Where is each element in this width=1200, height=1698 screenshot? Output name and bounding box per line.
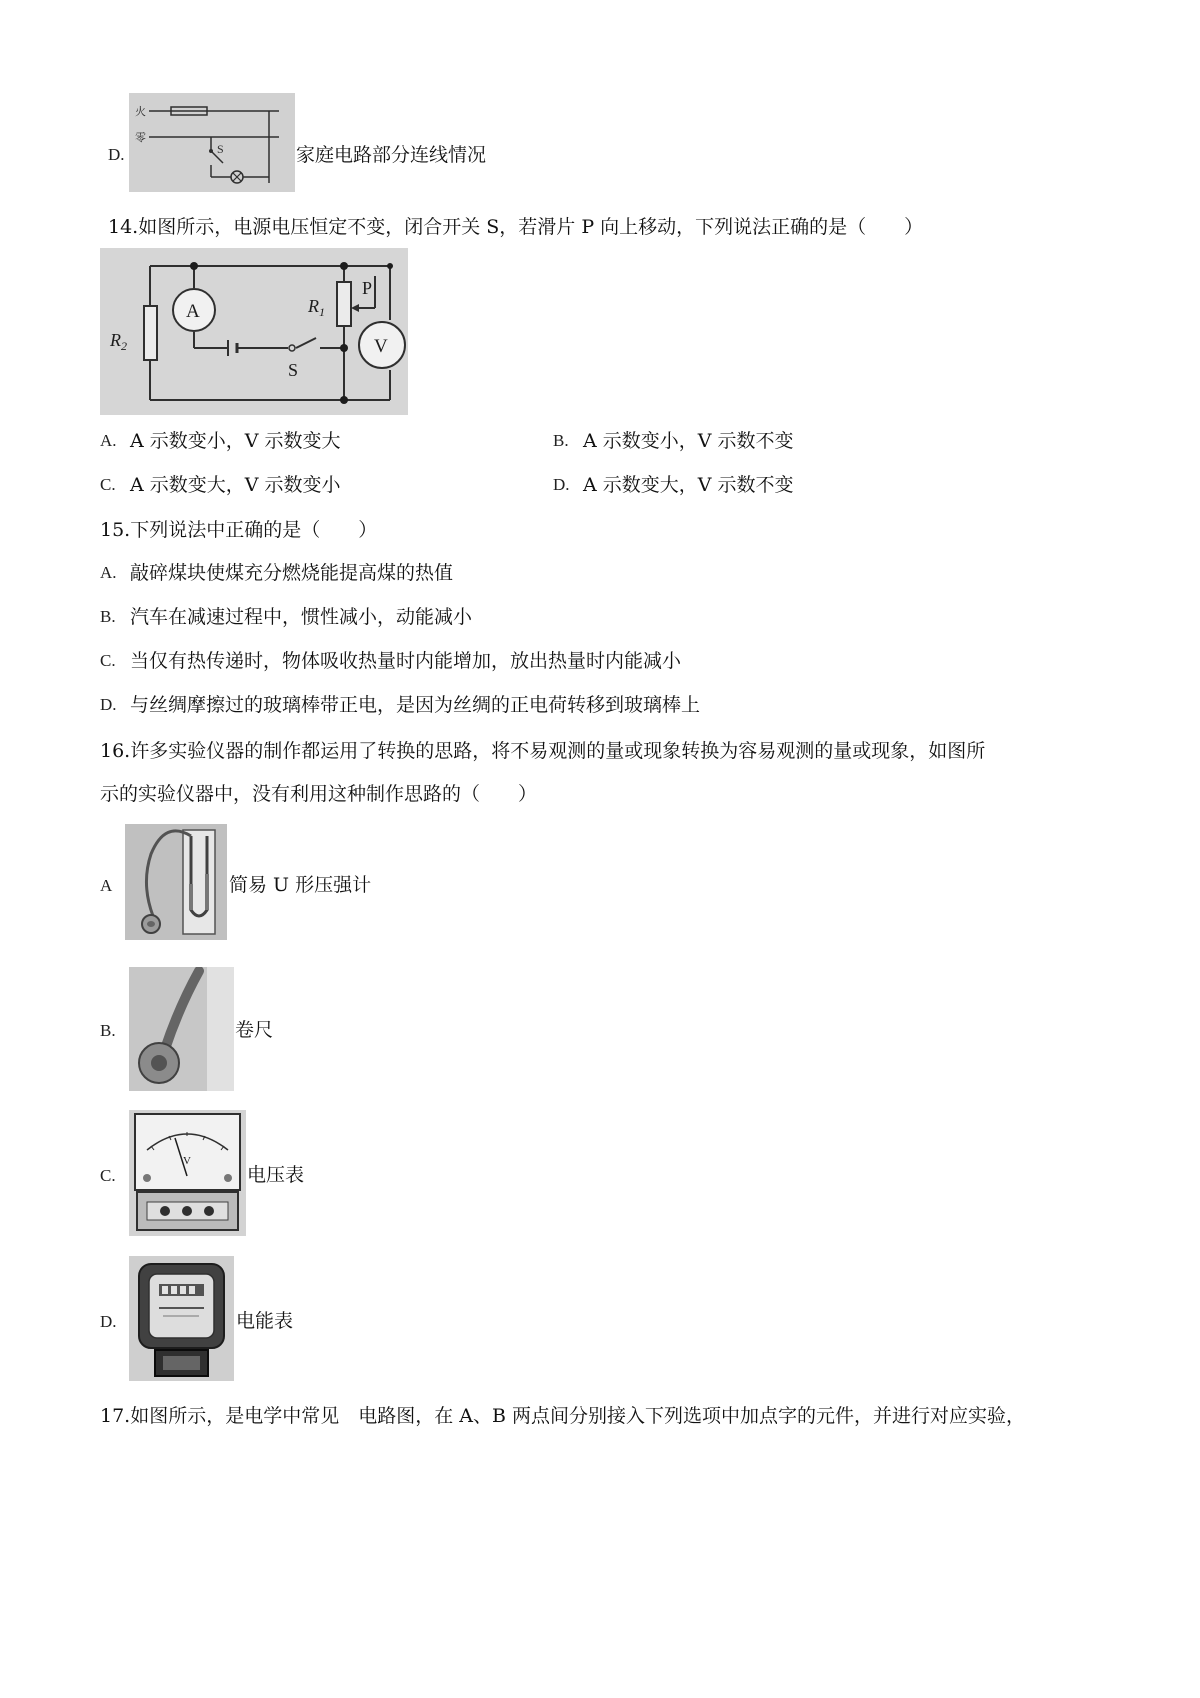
q14-option-d-label: D. xyxy=(553,475,570,494)
household-circuit-diagram xyxy=(129,93,295,192)
q14-option-c-label: C. xyxy=(100,475,116,494)
voltmeter-photo xyxy=(129,1110,246,1236)
tape-measure-photo xyxy=(129,967,234,1091)
resistor-r2-icon xyxy=(144,306,157,360)
r2-label: $R_2$ xyxy=(110,330,127,353)
voltmeter-face-label: V xyxy=(183,1155,191,1167)
q16-option-b-caption: 卷尺 xyxy=(235,1019,274,1041)
energy-meter-icon xyxy=(129,1256,234,1381)
slider-arrow-icon xyxy=(351,304,359,312)
q14-option-c-text: A 示数变大，V 示数变小 xyxy=(130,474,341,496)
slider-label: P xyxy=(362,278,373,298)
q16-option-c-caption: 电压表 xyxy=(247,1164,305,1186)
q16-stem-line2: 示的实验仪器中，没有利用这种制作思路的（ ） xyxy=(100,783,538,805)
q16-option-d-caption: 电能表 xyxy=(236,1310,294,1332)
q14-stem: 14.如图所示，电源电压恒定不变，闭合开关 S，若滑片 P 向上移动，下列说法正确的是（ ） xyxy=(108,216,924,238)
q15-option-b-label: B. xyxy=(100,607,116,626)
q14-option-b-text: A 示数变小，V 示数不变 xyxy=(583,430,794,452)
q15-option-a-text: 敲碎煤块使煤充分燃烧能提高煤的热值 xyxy=(130,562,454,584)
u-tube-manometer-photo xyxy=(125,824,227,940)
q16-option-a-label: A xyxy=(100,876,113,895)
q15-option-a-label: A. xyxy=(100,563,117,582)
q14-option-d-text: A 示数变大，V 示数不变 xyxy=(583,474,794,496)
q16-option-d-label: D. xyxy=(100,1312,117,1331)
q14-option-a-text: A 示数变小，V 示数变大 xyxy=(130,430,341,452)
q14-option-b-label: B. xyxy=(553,431,569,450)
q17-stem: 17.如图所示，是电学中常见 电路图，在 A、B 两点间分别接入下列选项中加点字的元件，并进行对应实验， xyxy=(100,1405,1025,1427)
q15-option-d-label: D. xyxy=(100,695,117,714)
r1-label: $R_1$ xyxy=(308,296,325,319)
q13-option-d-caption: 家庭电路部分连线情况 xyxy=(296,144,487,166)
voltmeter-label: V xyxy=(374,336,388,357)
resistor-r1-icon xyxy=(337,282,351,326)
energy-meter-photo xyxy=(129,1256,234,1381)
q16-stem-line1: 16.许多实验仪器的制作都运用了转换的思路，将不易观测的量或现象转换为容易观测的量或现象，如图所 xyxy=(100,740,986,762)
q15-option-b-text: 汽车在减速过程中，惯性减小，动能减小 xyxy=(130,606,473,628)
q16-option-b-label: B. xyxy=(100,1021,116,1040)
q14-circuit-figure xyxy=(100,248,408,415)
q14-circuit-diagram xyxy=(100,248,408,415)
q14-option-a-label: A. xyxy=(100,431,117,450)
q15-option-d-text: 与丝绸摩擦过的玻璃棒带正电，是因为丝绸的正电荷转移到玻璃棒上 xyxy=(130,694,701,716)
switch-label: S xyxy=(217,142,224,156)
q16-option-a-caption: 简易 U 形压强计 xyxy=(229,874,372,896)
u-tube-manometer-icon xyxy=(125,824,227,940)
household-circuit-figure xyxy=(129,93,295,192)
q13-option-d-label: D. xyxy=(108,145,125,164)
neutral-wire-label: 零 xyxy=(135,132,146,144)
q15-option-c-text: 当仅有热传递时，物体吸收热量时内能增加，放出热量时内能减小 xyxy=(130,650,682,672)
q15-option-c-label: C. xyxy=(100,651,116,670)
tape-measure-icon xyxy=(129,967,234,1091)
voltmeter-device-icon xyxy=(129,1110,246,1236)
q15-stem: 15.下列说法中正确的是（ ） xyxy=(100,519,378,541)
switch-label: S xyxy=(288,360,299,380)
ammeter-label: A xyxy=(186,301,200,322)
q16-option-c-label: C. xyxy=(100,1166,116,1185)
fire-wire-label: 火 xyxy=(135,106,146,118)
switch-icon xyxy=(289,345,295,351)
